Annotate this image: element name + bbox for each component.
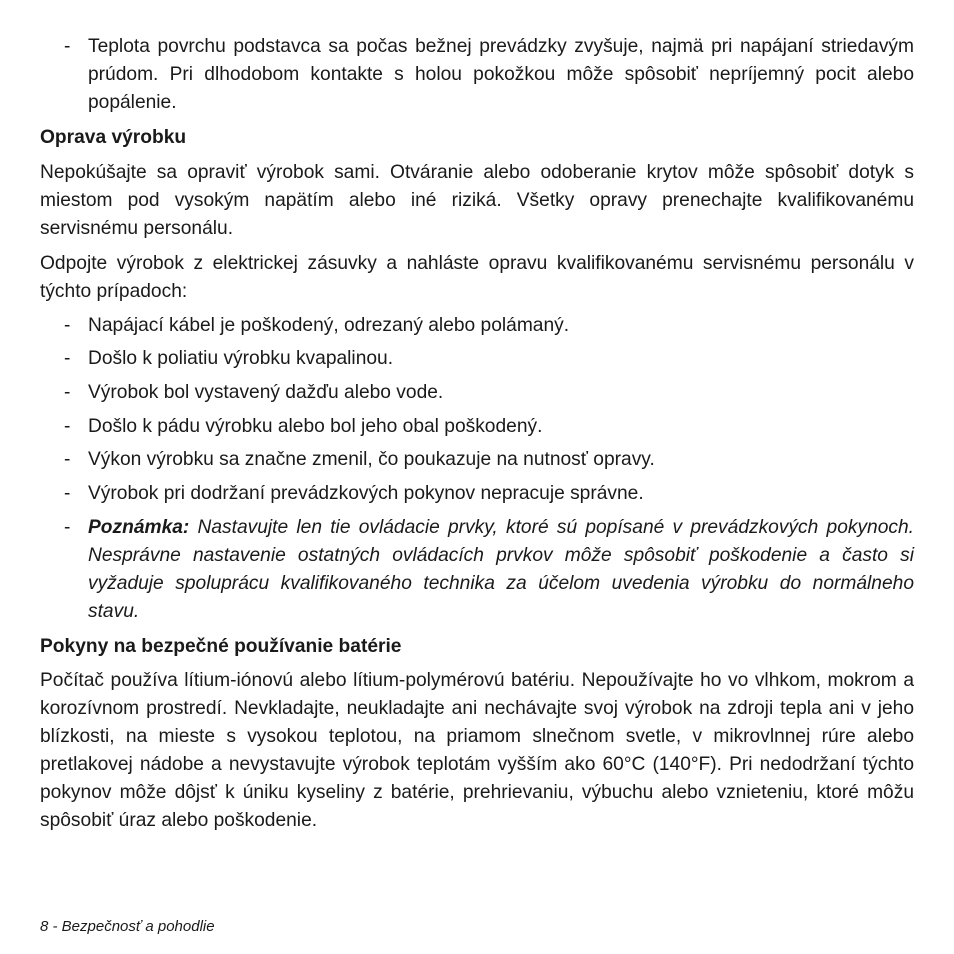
bullet-dash: - — [64, 416, 71, 437]
section-heading-repair: Oprava výrobku — [40, 127, 187, 148]
list-item — [40, 413, 914, 441]
list-item — [40, 480, 914, 508]
list-item-note — [40, 514, 914, 626]
page-content — [40, 33, 914, 835]
note-label: Poznámka: — [88, 517, 190, 538]
list-item-text: Výrobok pri dodržaní prevádzkových pokynov nepracuje správne. — [88, 483, 644, 504]
list-item-text: Došlo k pádu výrobku alebo bol jeho obal poškodený. — [88, 416, 543, 437]
list-item — [40, 345, 914, 373]
list-item-text: Došlo k poliatiu výrobku kvapalinou. — [88, 348, 394, 369]
bullet-dash: - — [64, 382, 71, 403]
list-item — [40, 446, 914, 474]
list-item — [40, 379, 914, 407]
bullet-dash: - — [64, 449, 71, 470]
battery-paragraph: Počítač používa lítium-iónovú alebo lítium-polymérovú batériu. Nepoužívajte ho vo vlhkom, mokrom a korozívnom prostredí. Nevkladajte, neukladajte ani nechávajte svoj výrobok na zdroji tepla ani v jeho blízkosti, na mieste s vysokou teplotou, na priamom slnečnom svetle, v mikrovlnnej rúre alebo pretlakovej nádobe a nevystavujte výrobok teplotám vyšším ako 60°C (140°F). Pri nedodržaní týchto pokynov môže dôjsť k úniku kyseliny z batérie, prehrievaniu, výbuchu alebo vznieteniu, ktoré môžu spôsobiť úraz alebo poškodenie. — [40, 670, 914, 831]
repair-paragraph-1: Nepokúšajte sa opraviť výrobok sami. Otváranie alebo odoberanie krytov môže spôsobiť dotyk s miestom pod vysokým napätím alebo iné riziká. Všetky opravy prenechajte kvalifikovanému servisnému personálu. — [40, 162, 914, 239]
page-footer: 8 - Bezpečnosť a pohodlie — [40, 918, 215, 935]
list-item-text: Výkon výrobku sa značne zmenil, čo poukazuje na nutnosť opravy. — [88, 449, 655, 470]
list-item-text: Napájací kábel je poškodený, odrezaný alebo polámaný. — [88, 315, 570, 336]
list-item-surface-temperature — [40, 33, 914, 117]
section-heading-battery: Pokyny na bezpečné používanie batérie — [40, 636, 402, 657]
bullet-dash: - — [64, 36, 71, 57]
repair-paragraph-2: Odpojte výrobok z elektrickej zásuvky a nahláste opravu kvalifikovanému servisnému personálu v týchto prípadoch: — [40, 253, 914, 302]
list-item — [40, 312, 914, 340]
bullet-dash: - — [64, 348, 71, 369]
bullet-dash: - — [64, 483, 71, 504]
bullet-dash: - — [64, 315, 71, 336]
list-item-text: Výrobok bol vystavený dažďu alebo vode. — [88, 382, 444, 403]
list-item-text: Teplota povrchu podstavca sa počas bežnej prevádzky zvyšuje, najmä pri napájaní striedavým prúdom. Pri dlhodobom kontakte s holou pokožkou môže spôsobiť nepríjemný pocit alebo popálenie. — [88, 36, 914, 113]
bullet-dash: - — [64, 517, 71, 538]
note-text: Nastavujte len tie ovládacie prvky, ktoré sú popísané v prevádzkových pokynoch. Nesprávne nastavenie ostatných ovládacích prvkov môže spôsobiť poškodenie a často si vyžaduje spoluprácu kvalifikovaného technika za účelom uvedenia výrobku do normálneho stavu. — [88, 517, 914, 622]
